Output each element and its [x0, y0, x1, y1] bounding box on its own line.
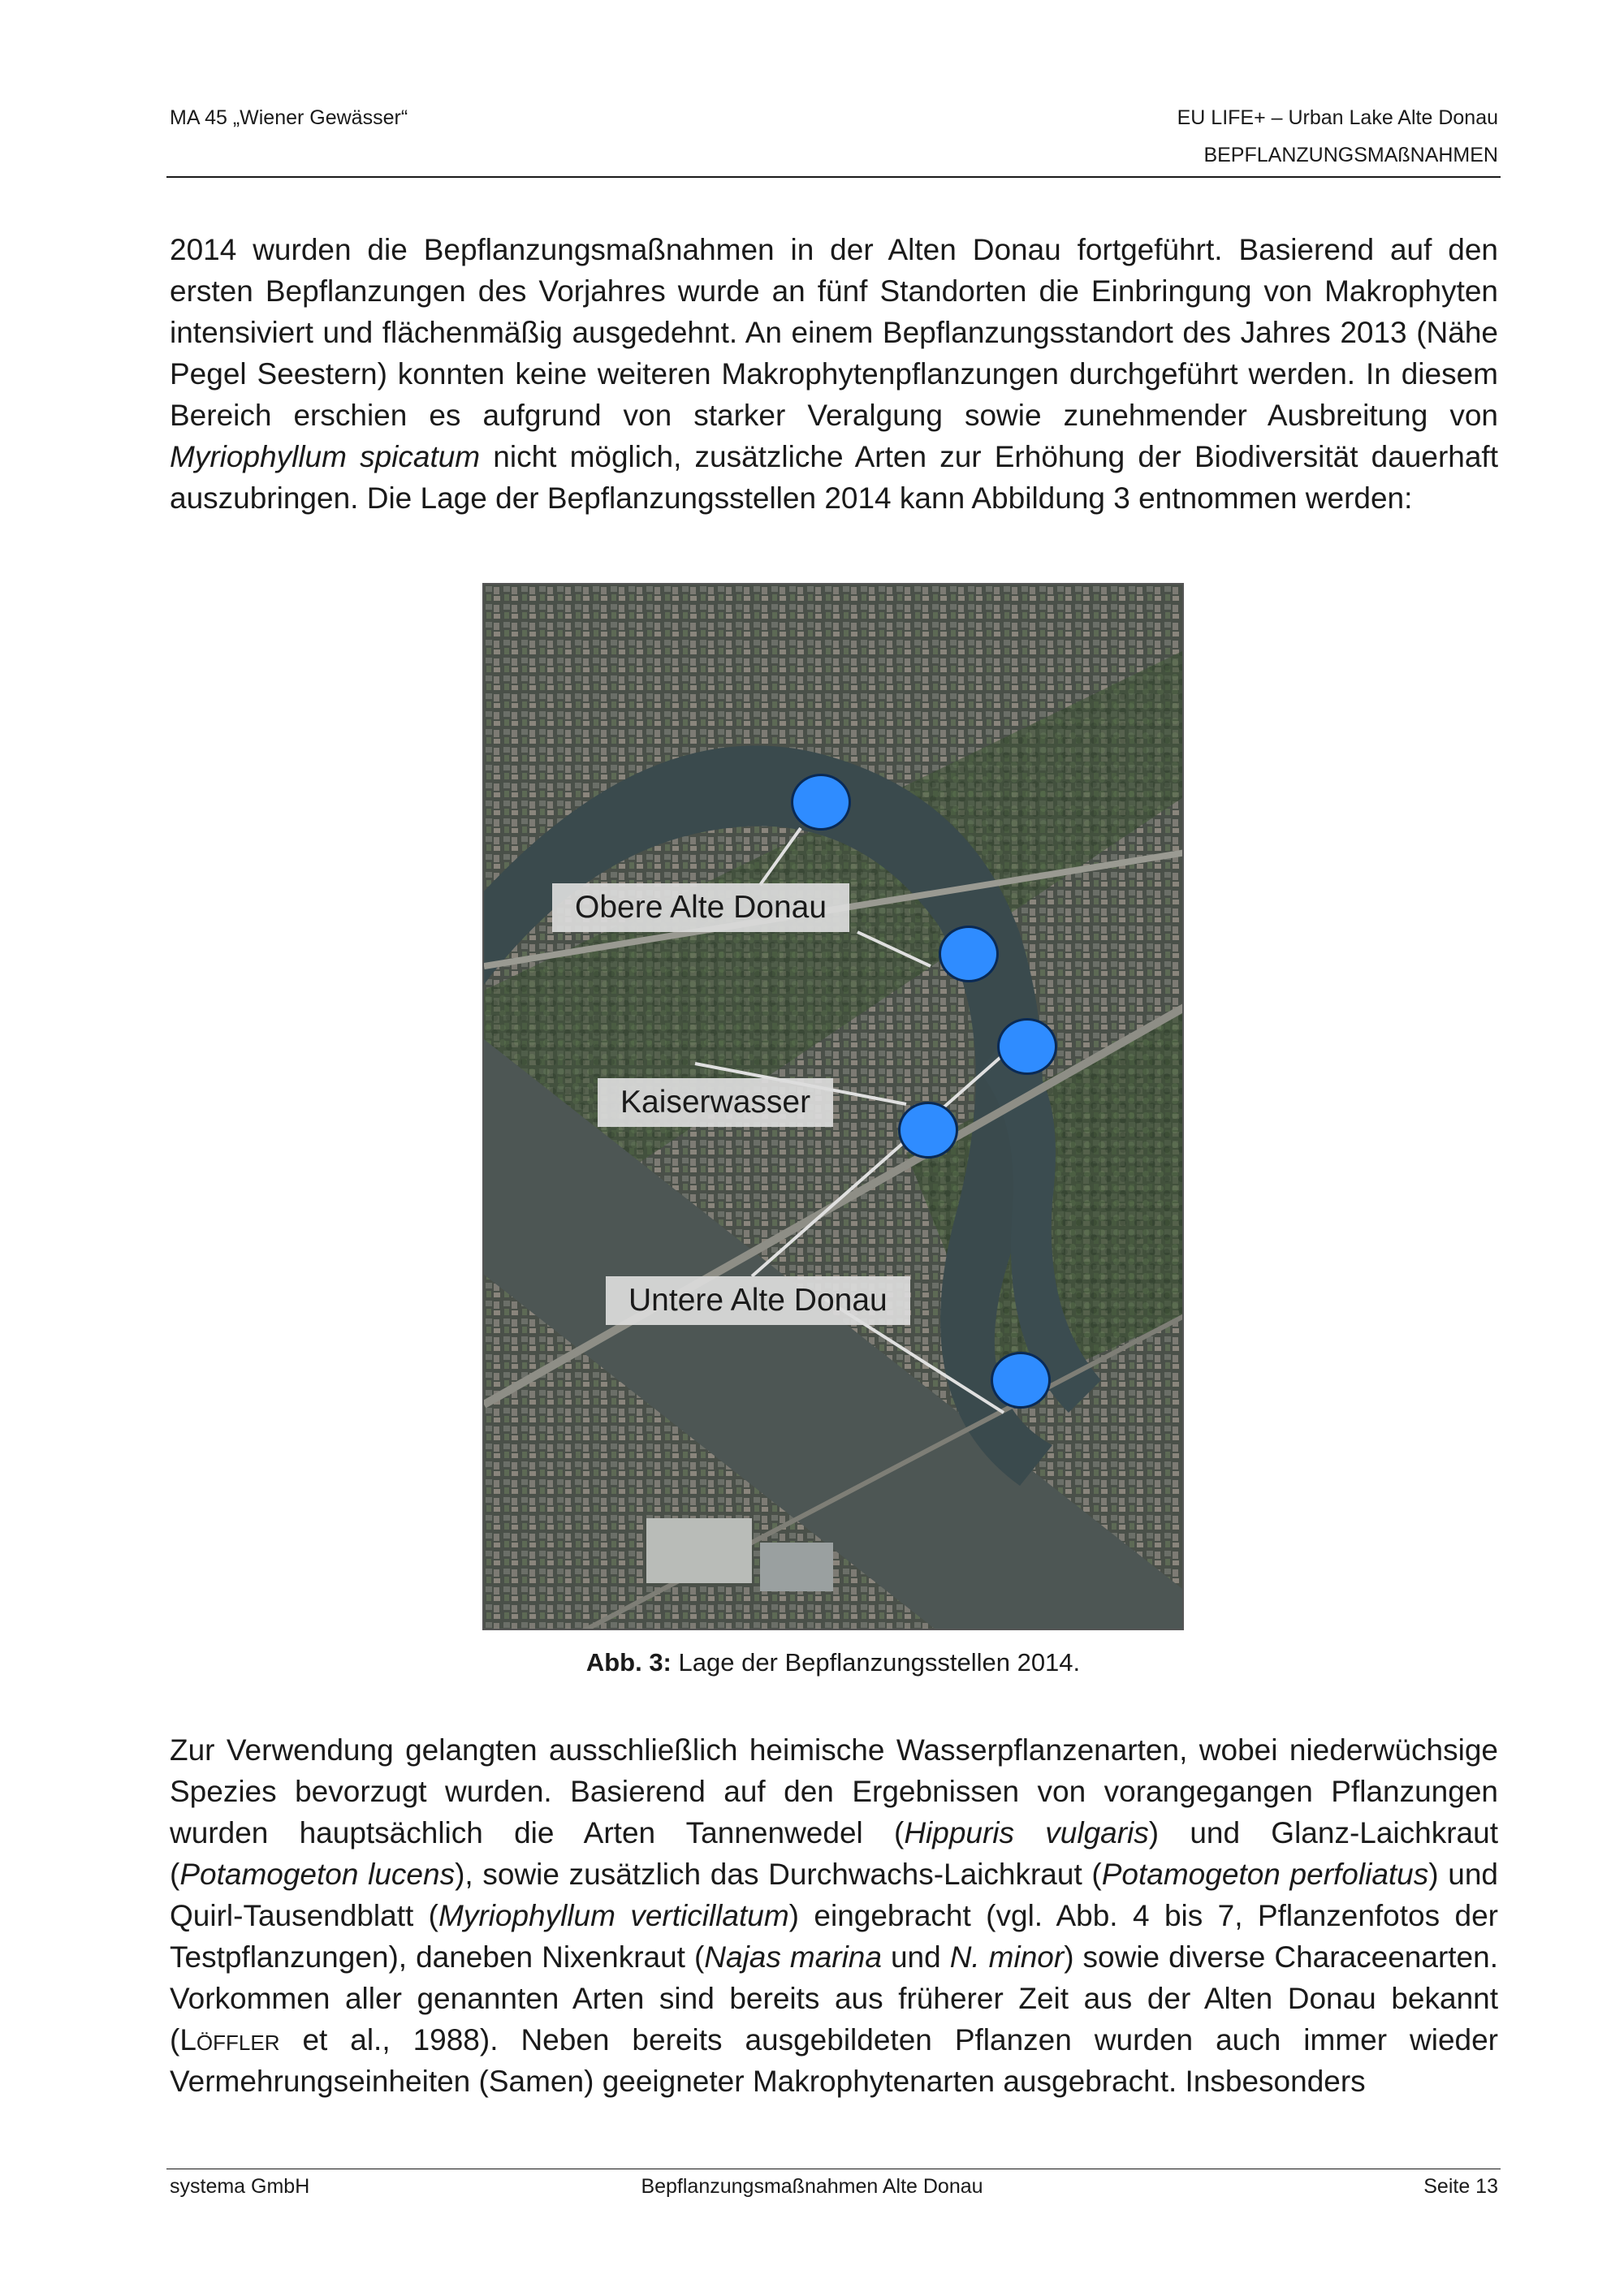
- header-rule: [166, 176, 1501, 178]
- footer-page-number: Seite 13: [1423, 2175, 1498, 2198]
- species-name: Potamogeton perfoliatus: [1101, 1858, 1429, 1891]
- intro-paragraph: [170, 229, 1498, 519]
- label-kaiserwasser: Kaiserwasser: [598, 1078, 833, 1127]
- aerial-map-background: [484, 585, 1184, 1630]
- planting-site-marker: [939, 926, 999, 982]
- para2-text: und: [881, 1940, 950, 1974]
- figure-caption: [482, 1646, 1184, 1679]
- para2-text: ) und Glanz-Laichkraut (: [170, 1816, 1498, 1891]
- planting-site-marker: [991, 1352, 1051, 1409]
- header-section-title: BEPFLANZUNGSMAßNAHMEN: [1203, 144, 1498, 166]
- label-untere-alte-donau: Untere Alte Donau: [606, 1276, 910, 1325]
- species-name: Potamogeton lucens: [179, 1858, 456, 1891]
- species-name: N. minor: [949, 1940, 1065, 1974]
- header-right: EU LIFE+ – Urban Lake Alte Donau: [1177, 106, 1498, 129]
- para1-text-b: nicht möglich, zusätzliche Arten zur Erhöhung der Biodiversität dauerhaft auszubringen. Die Lage der Bepflanzungsstellen 2014 kann Abbildung 3 entnommen werden:: [170, 440, 1498, 515]
- para2-text: et al., 1988). Neben bereits ausgebildeten Pflanzen wurden auch immer wieder Vermehrungseinheiten (Samen) geeigneter Makrophytenarten ausgebracht. Insbesonders: [170, 2023, 1498, 2098]
- para1-text-a: 2014 wurden die Bepflanzungsmaßnahmen in der Alten Donau fortgeführt. Basierend auf den ersten Bepflanzungen des Vorjahres wurde an fünf Standorten die Einbringung von Makrophyten intensiviert und flächenmäßig ausgedehnt. An einem Bepflanzungsstandort des Jahres 2013 (Nähe Pegel Seestern) konnten keine weiteren Makrophytenpflanzungen durchgeführt werden. In diesem Bereich erschien es aufgrund von starker Veralgung sowie zunehmender Ausbreitung von: [170, 233, 1498, 432]
- planting-site-marker: [791, 774, 851, 831]
- species-name: Myriophyllum verticillatum: [438, 1899, 789, 1932]
- species-paragraph: [170, 1729, 1498, 2102]
- planting-site-marker: [997, 1018, 1057, 1075]
- species-name: Najas marina: [704, 1940, 882, 1974]
- caption-text: Lage der Bepflanzungsstellen 2014.: [671, 1648, 1081, 1677]
- para2-text: ) und Quirl-Tausendblatt (: [170, 1858, 1498, 1932]
- header-left: MA 45 „Wiener Gewässer“: [170, 106, 408, 129]
- label-obere-alte-donau: Obere Alte Donau: [552, 883, 849, 932]
- footer-company: systema GmbH: [170, 2175, 310, 2198]
- para2-text: ), sowie zusätzlich das Durchwachs-Laichkraut (: [455, 1858, 1102, 1891]
- species-name: Hippuris vulgaris: [904, 1816, 1149, 1849]
- caption-label: Abb. 3:: [585, 1648, 672, 1677]
- citation-author: Löffler: [179, 2023, 280, 2056]
- para2-text: ) sowie diverse Characeenarten. Vorkommen aller genannten Arten sind bereits aus früherer Zeit aus der Alten Donau bekannt (: [170, 1940, 1498, 2056]
- para2-text: ) eingebracht (vgl. Abb. 4 bis 7, Pflanzenfotos der Testpflanzungen), daneben Nixenkraut (: [170, 1899, 1499, 1974]
- species-name: Myriophyllum spicatum: [170, 440, 481, 473]
- footer-document-title: Bepflanzungsmaßnahmen Alte Donau: [641, 2175, 983, 2198]
- para2-text: Zur Verwendung gelangten ausschließlich heimische Wasserpflanzenarten, wobei niederwüchsige Spezies bevorzugt wurden. Basierend auf den Ergebnissen von vorangegangen Pflanzungen wurden hauptsächlich die Arten Tannenwedel (: [170, 1733, 1498, 1849]
- aerial-map-figure: [482, 583, 1184, 1630]
- planting-site-marker: [898, 1102, 958, 1159]
